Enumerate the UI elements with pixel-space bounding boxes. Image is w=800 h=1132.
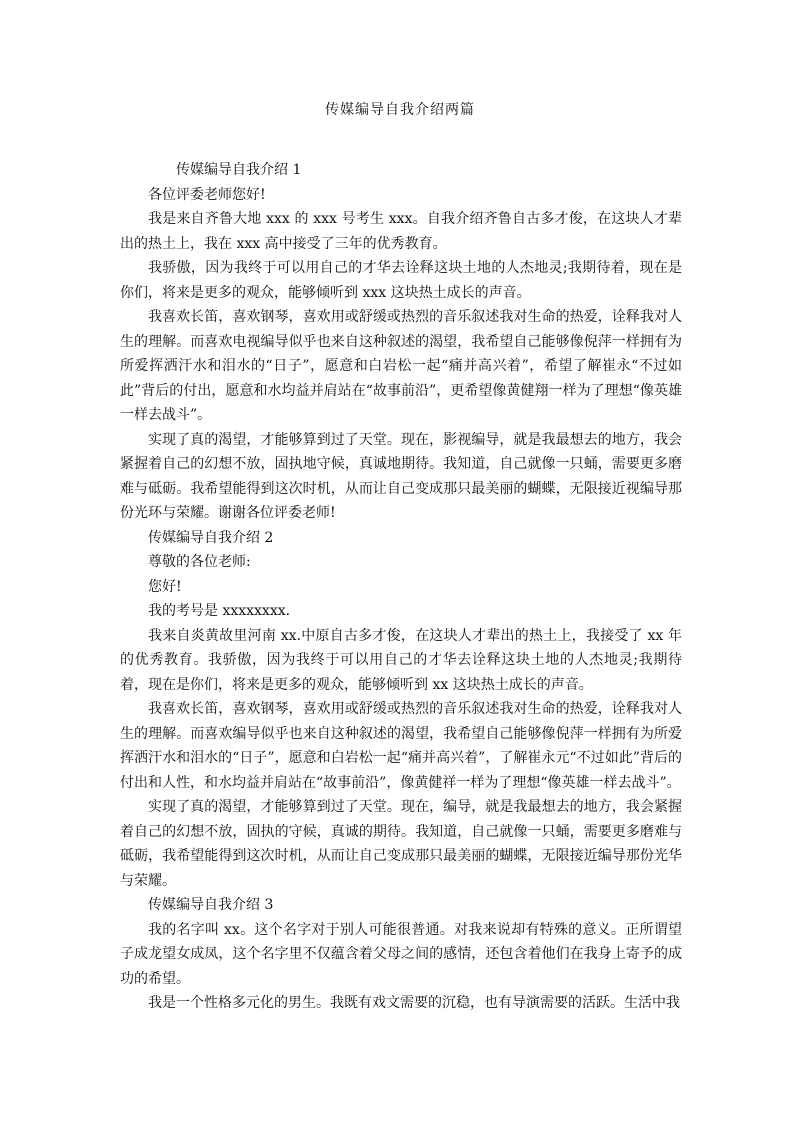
document-title: 传媒编导自我介绍两篇 <box>325 102 475 118</box>
document-body <box>120 158 682 1016</box>
body-paragraph: 我喜欢长笛，喜欢钢琴，喜欢用或舒缓或热烈的音乐叙述我对生命的热爱，诠释我对人生的理解。而喜欢编导似乎也来自这种叙述的渴望，我希望自己能够像倪萍一样拥有为所爱挥洒汗水和泪水的“日子”，愿意和白岩松一起“痛并高兴着”，了解崔永元“不过如此”背后的付出和人性，和水均益并肩站在“故事前沿”，像黄健祥一样为了理想“像英雄一样去战斗”。 <box>120 701 682 791</box>
section-heading-2: 传媒编导自我介绍 2 <box>148 529 274 546</box>
body-paragraph: 实现了真的渴望，才能够算到过了天堂。现在，编导，就是我最想去的地方，我会紧握着自己的幻想不放，固执的守候，真诚的期待。我知道，自己就像一只蛹，需要更多磨难与砥砺，我希望能得到这次时机，从而让自己变成那只最美丽的蝴蝶，无限接近编导那份光华与荣耀。 <box>120 799 682 889</box>
section-heading-1: 传媒编导自我介绍 1 <box>176 162 302 178</box>
greeting-paragraph: 您好! <box>148 578 182 595</box>
greeting-paragraph: 各位评委老师您好! <box>148 186 266 203</box>
body-paragraph: 我的考号是 xxxxxxxx. <box>148 603 291 619</box>
body-paragraph: 实现了真的渴望，才能够算到过了天堂。现在，影视编导，就是我最想去的地方，我会紧握着自己的幻想不放，固执地守候，真诚地期待。我知道，自己就像一只蛹，需要更多磨难与砥砺。我希望能得到这次时机，从而让自己变成那只最美丽的蝴蝶，无限接近视编导那份光环与荣耀。谢谢各位评委老师! <box>120 431 682 521</box>
body-paragraph: 我来自炎黄故里河南 xx.中原自古多才俊，在这块人才辈出的热土上，我接受了 xx 年的优秀教育。我骄傲，因为我终于可以用自己的才华去诠释这块土地的人杰地灵;我期待着，现在是你们，将来是更多的观众，能够倾听到 xx 这块热土成长的声音。 <box>120 627 682 693</box>
section-heading-3: 传媒编导自我介绍 3 <box>148 897 274 913</box>
body-paragraph: 我的名字叫 xx。这个名字对于别人可能很普通。对我来说却有特殊的意义。正所谓望子成龙望女成凤，这个名字里不仅蕴含着父母之间的感情，还包含着他们在我身上寄予的成功的希望。 <box>120 921 682 987</box>
body-paragraph: 我是来自齐鲁大地 xxx 的 xxx 号考生 xxx。自我介绍齐鲁自古多才俊，在这块人才辈出的热土上，我在 xxx 高中接受了三年的优秀教育。 <box>120 211 682 252</box>
body-paragraph: 我是一个性格多元化的男生。我既有戏文需要的沉稳，也有导演需要的活跃。生活中我 <box>148 995 680 1011</box>
greeting-paragraph: 尊敬的各位老师: <box>148 554 251 570</box>
body-paragraph: 我骄傲，因为我终于可以用自己的才华去诠释这块土地的人杰地灵;我期待着，现在是你们，将来是更多的观众，能够倾听到 xxx 这块热土成长的声音。 <box>120 260 682 301</box>
body-paragraph: 我喜欢长笛，喜欢钢琴，喜欢用或舒缓或热烈的音乐叙述我对生命的热爱，诠释我对人生的理解。而喜欢电视编导似乎也来自这种叙述的渴望，我希望自己能够像倪萍一样拥有为所爱挥洒汗水和泪水的“日子”，愿意和白岩松一起“痛并高兴着”，希望了解崔永“不过如此”背后的付出，愿意和水均益并肩站在“故事前沿”，更希望像黄健翔一样为了理想“像英雄一样去战斗”。 <box>120 309 682 423</box>
